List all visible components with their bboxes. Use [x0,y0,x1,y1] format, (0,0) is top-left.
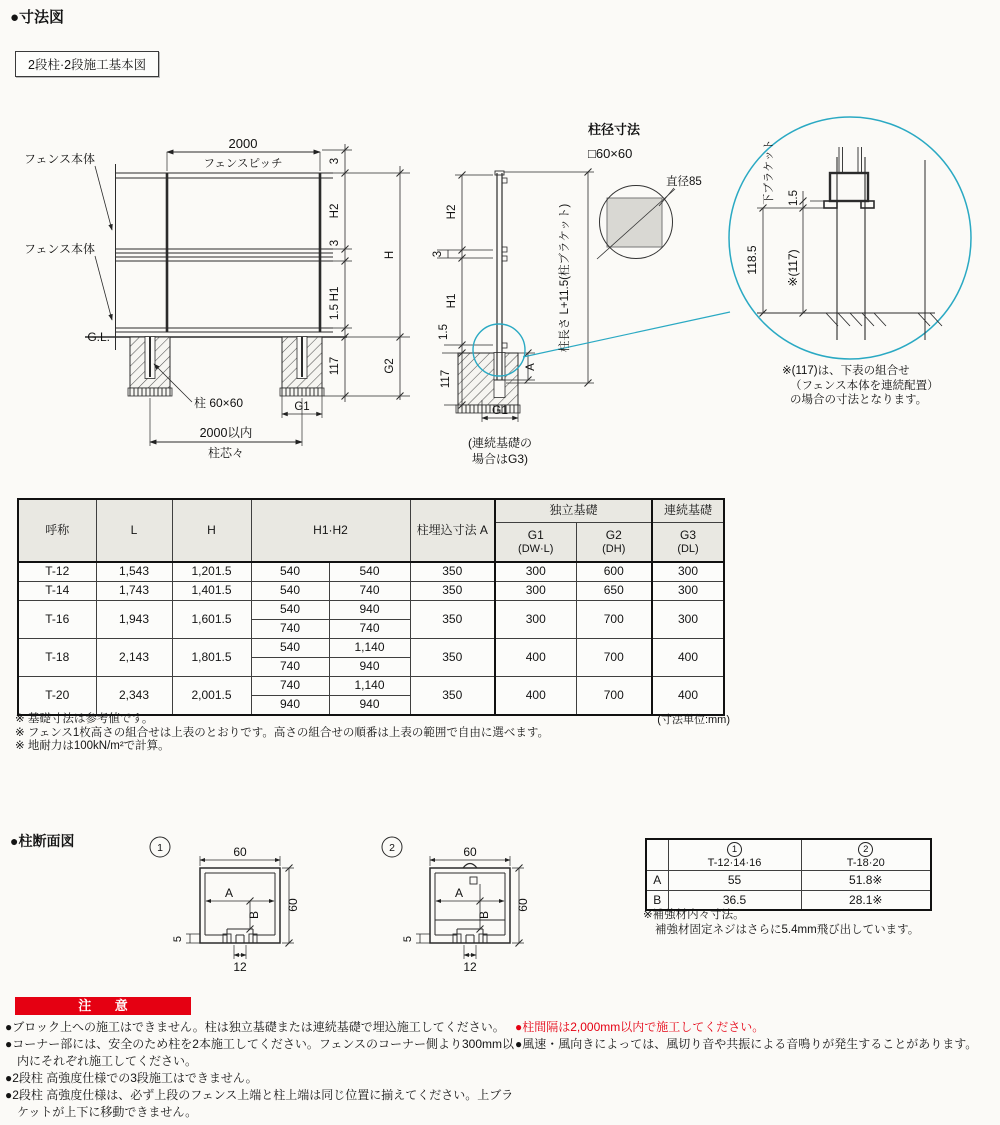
post-length-label: 柱長さ L+11.5(柱ブラケット) [559,203,571,353]
cell-g3: 300 [652,601,724,639]
cell-l: 1,543 [96,562,172,582]
caution-item: ●2段柱 高強度仕様での3段施工はできません。 [5,1071,258,1085]
note-line: ※補強材内々寸法。 [643,909,745,921]
cell-h1: 740 [251,658,329,677]
note-117: （フェンス本体を連続配置） [790,380,939,392]
cell-h: 1,201.5 [172,562,251,582]
cell-g2: 700 [576,677,652,716]
post-dia-size: □60×60 [588,146,633,161]
dim-3-top: 3 [329,157,341,165]
cell-a: 350 [410,601,495,639]
dim-3-mid: 3 [329,239,341,247]
post-diameter-figure [588,122,702,259]
dim-g1: G1 [491,403,509,417]
cell-h1: 740 [251,677,329,696]
elevation-view [85,144,410,446]
dim-1-5: 1.5 [438,324,450,340]
caution-list-left [5,1019,519,1121]
cell-g2: 650 [576,582,652,601]
cell-value: 55 [668,871,801,891]
continuous-foundation-note: 場合はG3) [471,452,529,466]
col-header-g2: G2 (DH) [576,523,652,563]
gl-label: G.L. [87,330,110,344]
cell-l: 2,343 [96,677,172,716]
unit-note: (寸法単位:mm) [657,714,730,726]
caution-item-red: ●柱間隔は2,000mm以内で施工してください。 [515,1020,765,1034]
cell-l: 2,143 [96,639,172,677]
cell-g1: 300 [495,582,576,601]
table-row [646,890,931,910]
dim-a: A [454,886,464,900]
cell-g1: 300 [495,562,576,582]
cell-h2: 740 [329,582,410,601]
col-group-independent: 独立基礎 [495,499,652,523]
cell-h: 1,401.5 [172,582,251,601]
cell-l: 1,943 [96,601,172,639]
table-row [18,582,724,601]
col-header-embed: 柱埋込寸法 A [410,499,495,562]
table-row [18,677,724,696]
post-centers-label: 柱芯々 [207,446,245,460]
col-header-1: 1 T-12·14·16 [668,839,801,871]
col-header-2: 2 T-18·20 [801,839,931,871]
col-header-h: H [172,499,251,562]
dia-85-label: 直径85 [666,176,702,188]
dimension-diagram [0,100,1000,500]
basic-diagram-label: 2段柱·2段施工基本図 [15,51,159,77]
caution-banner: 注 意 [15,997,191,1015]
table-row [646,871,931,891]
dim-h1: H1 [329,286,341,302]
cell-name: T-18 [18,639,96,677]
cell-h1: 740 [251,620,329,639]
lower-bracket-label: 下ブラケット [763,139,775,205]
dim-2000-max: 2000以内 [199,426,253,440]
table-notes [15,713,549,754]
note-117: の場合の寸法となります。 [790,394,928,406]
section-figure-1-labels [157,842,300,974]
table-row [18,562,724,582]
cell-h: 2,001.5 [172,677,251,716]
dim-h2: H2 [446,204,458,220]
cell-g3: 400 [652,677,724,716]
dim-117: 117 [329,356,341,376]
cell-g3: 400 [652,639,724,677]
section-table [645,838,932,911]
cell-g1: 400 [495,677,576,716]
cell-h2: 1,140 [329,639,410,658]
dim-h2: H2 [329,203,341,219]
post-dia-title: 柱径寸法 [588,122,641,137]
cell-h1: 540 [251,639,329,658]
cell-a: 350 [410,677,495,716]
caution-item: ●コーナー部には、安全のため柱を2本施工してください。フェンスのコーナー側より300mm以内にそれぞれ施工してください。 [5,1037,514,1068]
dim-g1: G1 [294,401,310,413]
dim-b: B [247,910,261,920]
dim-117: 117 [440,369,452,389]
cell-a: 350 [410,582,495,601]
dim-12: 12 [463,960,477,974]
cell-h2: 1,140 [329,677,410,696]
caution-item: ●2段柱 高強度仕様は、必ず上段のフェンス上端と柱上端は同じ位置に揃えてください。上ブラケットが上下に移動できません。 [5,1088,514,1119]
cell-g2: 700 [576,639,652,677]
circled-1-label: 1 [727,842,742,857]
col-header-h1h2: H1·H2 [251,499,410,562]
col-header-g1: G1 (DW·L) [495,523,576,563]
cell-g2: 700 [576,601,652,639]
cell-value: 36.5 [668,890,801,910]
dim-1-5: 1.5 [329,304,341,320]
cell-g1: 400 [495,639,576,677]
caution-item: ●風速・風向きによっては、風切り音や共振による音鳴りが発生することがあります。 [515,1037,978,1051]
section-notes [643,908,919,938]
row-key: A [646,871,668,891]
cell-g3: 300 [652,582,724,601]
dim-h: H [384,250,396,260]
post-size-label: 柱 60×60 [194,396,244,410]
cell-g3: 300 [652,562,724,582]
cell-h1: 540 [251,562,329,582]
cell-h1: 540 [251,582,329,601]
cell-h2: 940 [329,601,410,620]
circled-2-label: 2 [389,842,395,854]
dim-118-5: 118.5 [745,245,759,275]
dim-a: A [224,886,234,900]
dim-60-top: 60 [233,845,247,859]
dim-a: A [525,363,537,371]
caution-list-right [515,1019,997,1053]
cell-h2: 940 [329,658,410,677]
dim-60-right: 60 [286,898,300,912]
cell-name: T-20 [18,677,96,716]
page-title: ●寸法図 [10,9,65,26]
table-row [18,601,724,620]
table-row [18,639,724,658]
dim-3: 3 [432,250,444,258]
cell-name: T-12 [18,562,96,582]
cell-h: 1,601.5 [172,601,251,639]
cell-g1: 300 [495,601,576,639]
fence-body-label: フェンス本体 [24,242,96,256]
circled-1-label: 1 [157,842,163,854]
cell-h: 1,801.5 [172,639,251,677]
dim-1-5: 1.5 [788,190,800,206]
note-line: ※ 地耐力は100kN/m²で計算。 [15,740,170,752]
cell-name: T-16 [18,601,96,639]
note-117: ※(117)は、下表の組合せ [782,365,910,377]
cell-l: 1,743 [96,582,172,601]
corner-cell [646,839,668,871]
dim-g2: G2 [384,358,396,374]
side-view [437,169,730,423]
detail-leader-line [523,312,730,357]
cell-a: 350 [410,639,495,677]
dim-b: B [477,910,491,920]
bracket-detail-labels [745,139,939,406]
col-header-g3: G3 (DL) [652,523,724,563]
col-group-continuous: 連続基礎 [652,499,724,523]
dim-5: 5 [402,935,414,943]
elevation-labels [24,136,396,460]
cell-h1: 540 [251,601,329,620]
dim-2000: 2000 [228,136,258,151]
cell-h1: 940 [251,696,329,716]
cell-g2: 600 [576,562,652,582]
cell-h2: 740 [329,620,410,639]
note-line: ※ フェンス1枚高さの組合せは上表のとおりです。高さの組合せの順番は上表の範囲で自由に選べます。 [15,726,549,739]
dim-60-right: 60 [516,898,530,912]
caution-item: ●ブロック上への施工はできません。柱は独立基礎または連続基礎で埋込施工してください。 [5,1020,505,1034]
spec-table [17,498,725,716]
dim-h1: H1 [446,293,458,309]
cell-value: 28.1※ [801,890,931,910]
continuous-foundation-note: (連続基礎の [468,436,532,450]
cell-a: 350 [410,562,495,582]
fence-pitch-label: フェンスピッチ [203,158,283,170]
dim-5: 5 [172,935,184,943]
section-title: ●柱断面図 [10,833,75,849]
dim-12: 12 [233,960,247,974]
col-header-name: 呼称 [18,499,96,562]
section-figure-2-labels [389,842,530,974]
row-key: B [646,890,668,910]
post-section-diagrams [130,825,640,990]
cell-value: 51.8※ [801,871,931,891]
dim-60-top: 60 [463,845,477,859]
cell-h2: 540 [329,562,410,582]
fence-body-label: フェンス本体 [24,152,96,166]
col-header-l: L [96,499,172,562]
note-line: 補強材固定ネジはさらに5.4mm飛び出しています。 [655,924,920,936]
note-line: ※ 基礎寸法は参考値です。 [15,713,154,725]
circled-2-label: 2 [858,842,873,857]
cell-h2: 940 [329,696,410,716]
cell-name: T-14 [18,582,96,601]
dim-117-paren: ※(117) [786,249,800,287]
